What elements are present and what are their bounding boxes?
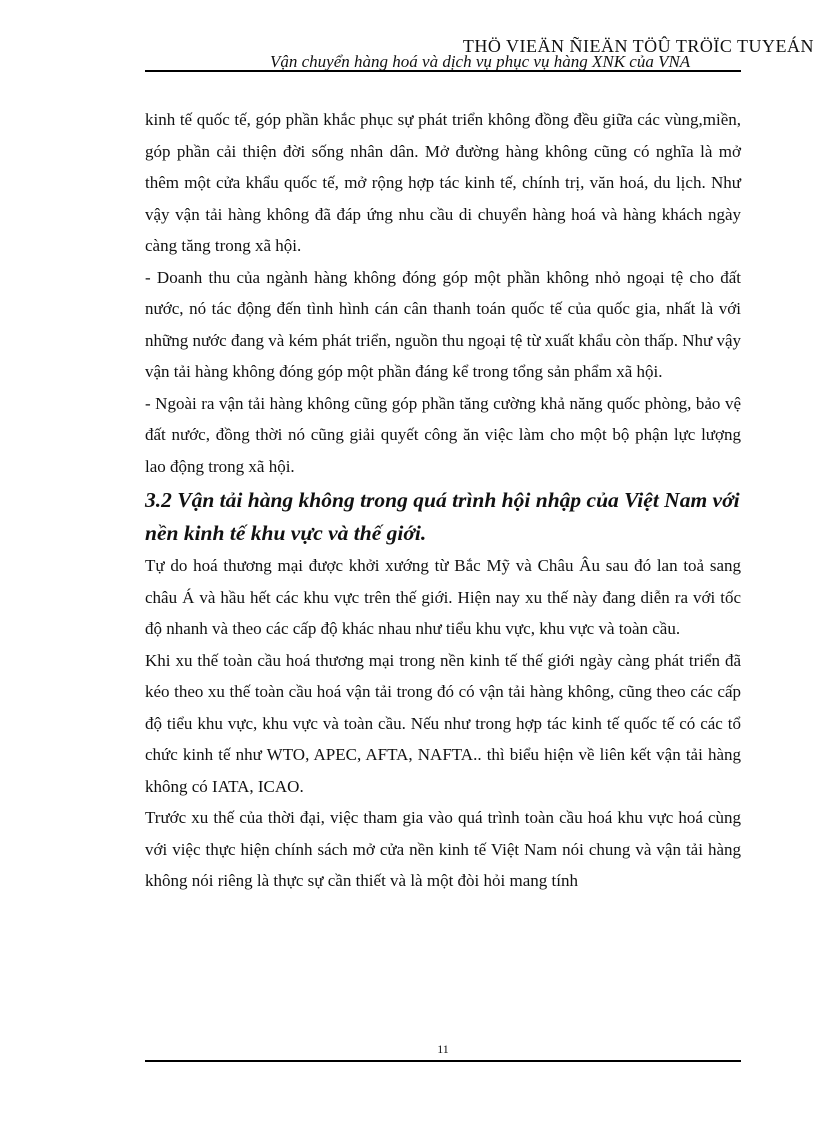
page-number: 11 <box>437 1042 449 1056</box>
running-title: Vận chuyển hàng hoá và dịch vụ phục vụ hàng XNK của VNA <box>270 52 691 71</box>
paragraph-4: Tự do hoá thương mại được khởi xướng từ Bắc Mỹ và Châu Âu sau đó lan toả sang châu Á và hầu hết các khu vực trên thế giới. Hiện nay xu thế này đang diễn ra với tốc độ nhanh và theo các cấp độ khác nhau như tiểu khu vực, khu vực và toàn cầu. <box>145 556 741 638</box>
paragraph-5: Khi xu thế toàn cầu hoá thương mại trong nền kinh tế thế giới ngày càng phát triển đã kéo theo xu thế toàn cầu hoá vận tải trong đó có vận tải hàng không, cũng theo các cấp độ tiểu khu vực, khu vực và toàn cầu. Nếu như trong hợp tác kinh tế quốc tế có các tổ chức kinh tế như WTO, APEC, AFTA, NAFTA.. thì biểu hiện về liên kết vận tải hàng không có IATA, ICAO. <box>145 650 741 796</box>
paragraph-1: kinh tế quốc tế, góp phần khắc phục sự phát triển không đồng đều giữa các vùng,miền, góp phần cải thiện đời sống nhân dân. Mở đường hàng không cũng có nghĩa là mở thêm một cửa khẩu quốc tế, mở rộng hợp tác kinh tế, chính trị, văn hoá, du lịch. Như vậy vận tải hàng không đã đáp ứng nhu cầu di chuyển hàng hoá và hàng khách ngày càng tăng trong xã hội. <box>145 110 741 255</box>
page-body <box>145 104 741 897</box>
header-rule <box>145 70 741 72</box>
paragraph-3: - Ngoài ra vận tải hàng không cũng góp phần tăng cường khả năng quốc phòng, bảo vệ đất nước, đồng thời nó cũng giải quyết công ăn việc làm cho một bộ phận lực lượng lao động trong xã hội. <box>145 393 741 476</box>
paragraph-2: - Doanh thu của ngành hàng không đóng góp một phần không nhỏ ngoại tệ cho đất nước, nó tác động đến tình hình cán cân thanh toán quốc tế của quốc gia, nhất là với những nước đang và kém phát triển, nguồn thu ngoại tệ từ xuất khẩu còn thấp. Như vậy vận tải hàng không đóng góp một phần đáng kể trong tổng sản phẩm xã hội. <box>145 267 741 381</box>
library-watermark: THÖ VIEÄN ÑIEÄN TÖÛ TRÖÏC TUYEÁN <box>462 36 814 56</box>
footer-rule <box>145 1060 741 1062</box>
paragraph-6: Trước xu thế của thời đại, việc tham gia vào quá trình toàn cầu hoá khu vực hoá cùng với việc thực hiện chính sách mở cửa nền kinh tế Việt Nam nói chung và vận tải hàng không nói riêng là thực sự cần thiết và là một đòi hỏi mang tính <box>145 808 741 890</box>
section-heading: 3.2 Vận tải hàng không trong quá trình hội nhập của Việt Nam với nền kinh tế khu vực và thế giới. <box>145 488 740 545</box>
